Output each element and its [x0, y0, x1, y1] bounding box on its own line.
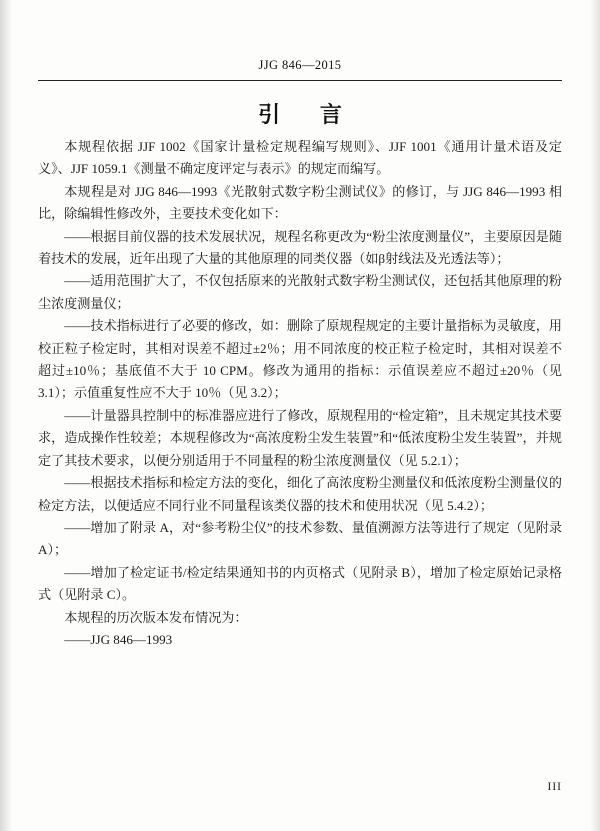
paragraph: ——适用范围扩大了，不仅包括原来的光散射式数字粉尘测试仪，还包括其他原理的粉尘浓度测量仪； [38, 273, 562, 311]
body-text [38, 136, 562, 651]
paragraph: ——技术指标进行了必要的修改，如：删除了原规程规定的主要计量指标为灵敏度，用校正粒子检定时，其相对误差不超过±2％；用不同浓度的校正粒子检定时，其相对误差不超过±10％；基底值不大于 10 CPM。修改为通用的指标：示值误差应不超过±20％（见 3.1）；示值重复性应不大于 10％（见 3.2）； [38, 318, 562, 401]
paragraph: 本规程是对 JJG 846—1993《光散射式数字粉尘测试仪》的修订，与 JJG 846—1993 相比，除编辑性修改外，主要技术变化如下： [38, 183, 562, 222]
paragraph: 本规程的历次版本发布情况为： [64, 609, 248, 625]
page-content [38, 0, 562, 831]
paragraph: ——JJG 846—1993 [64, 631, 173, 647]
paragraph: ——根据目前仪器的技术发展状况，规程名称更改为“粉尘浓度测量仪”，主要原因是随着技术的发展，近年出现了大量的其他原理的同类仪器（如β射线法及光透法等）； [38, 228, 562, 267]
page-number: III [547, 781, 562, 793]
page-header: JJG 846—2015 [258, 58, 342, 72]
header-divider [38, 80, 562, 81]
paragraph: ——根据技术指标和检定方法的变化，细化了高浓度粉尘测量仪和低浓度粉尘测量仪的检定方法，以便适应不同行业不同量程该类仪器的技术和使用状况（见 5.4.2）； [38, 475, 562, 513]
paragraph: ——计量器具控制中的标准器应进行了修改，原规程用的“检定箱”，且未规定其技术要求，造成操作性较差；本规程修改为“高浓度粉尘发生装置”和“低浓度粉尘发生装置”，并规定了其技术要求，以便分别适用于不同量程的粉尘浓度测量仪（见 5.2.1）； [38, 407, 562, 468]
paragraph: ——增加了检定证书/检定结果通知书的内页格式（见附录 B），增加了检定原始记录格式（见附录 C）。 [38, 564, 562, 603]
paragraph: ——增加了附录 A，对“参考粉尘仪”的技术参数、量值溯源方法等进行了规定（见附录 A）； [38, 519, 562, 558]
paragraph: 本规程依据 JJF 1002《国家计量检定规程编写规则》、JJF 1001《通用计量术语及定义》、JJF 1059.1《测量不确定度评定与表示》的规定而编写。 [38, 139, 562, 177]
page-title: 引 言 [258, 102, 358, 128]
